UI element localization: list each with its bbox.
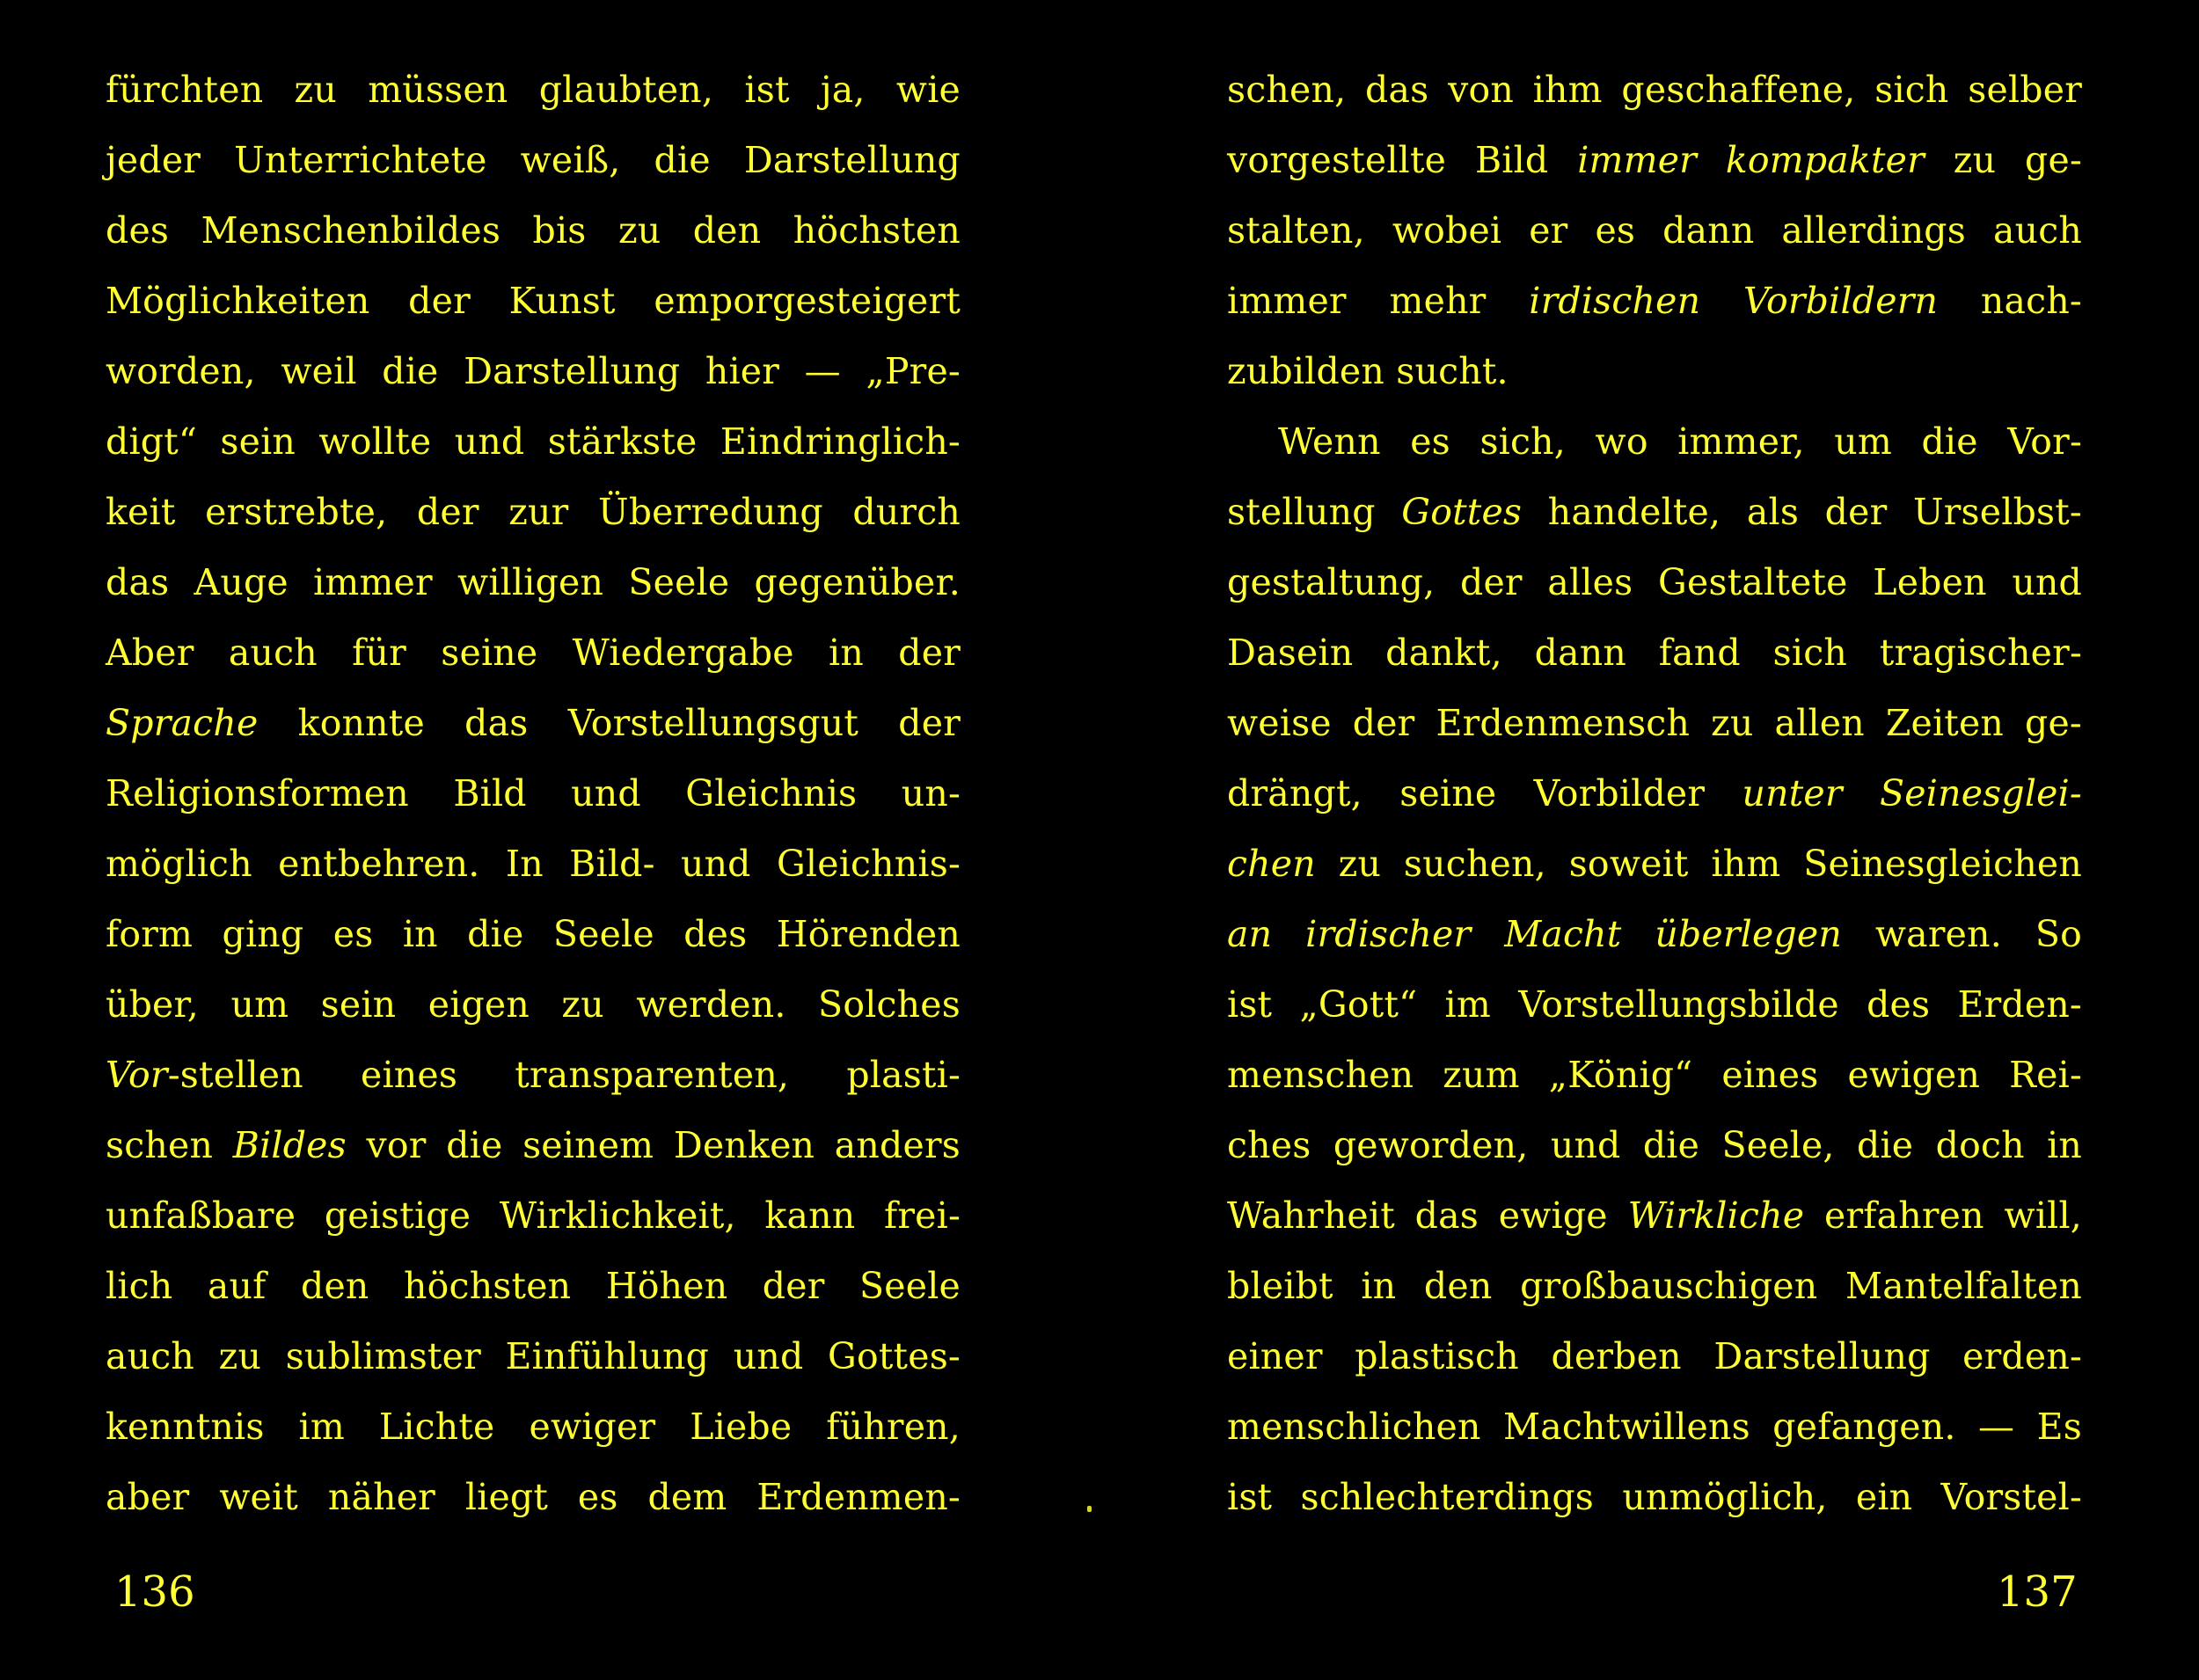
text-segment: nach- (1938, 280, 2082, 322)
text-line (1227, 1321, 2082, 1391)
text-line (106, 266, 961, 336)
italic-segment: irdischen Vorbildern (1529, 280, 1939, 322)
text-segment: menschlichen Machtwillens gefangen. — Es (1227, 1406, 2082, 1448)
italic-segment: Gottes (1401, 491, 1523, 533)
text-segment: zu suchen, soweit ihm Seinesgleichen (1315, 843, 2082, 885)
text-line (1227, 969, 2082, 1040)
text-segment: ist schlechterdings unmöglich, ein Vorstel- (1227, 1476, 2082, 1518)
text-line (106, 1180, 961, 1251)
text-line (1227, 336, 2082, 406)
right-page-number: 137 (1997, 1567, 2078, 1617)
text-segment: aber weit näher liegt es dem Erdenmen- (106, 1476, 961, 1518)
text-line (1227, 1391, 2082, 1462)
text-segment: kenntnis im Lichte ewiger Liebe führen, (106, 1406, 961, 1448)
text-line (1227, 406, 2082, 477)
text-segment: stellung (1227, 491, 1402, 533)
text-segment: vor die seinem Denken anders (346, 1124, 961, 1166)
text-line (1227, 899, 2082, 969)
text-line (106, 125, 961, 195)
text-line (1227, 1251, 2082, 1321)
text-segment: schen (106, 1124, 233, 1166)
italic-segment: immer kompakter (1577, 139, 1925, 181)
text-segment: auch zu sublimster Einfühlung und Gottes- (106, 1335, 961, 1377)
italic-segment: Bildes (232, 1124, 347, 1166)
text-segment: Dasein dankt, dann fand sich tragischer- (1227, 632, 2082, 674)
text-segment: -stellen eines transparenten, plasti- (167, 1054, 961, 1096)
text-segment: menschen zum „König“ eines ewigen Rei- (1227, 1054, 2082, 1096)
text-segment: bleibt in den großbauschigen Mantelfalten (1227, 1265, 2082, 1307)
text-segment: fürchten zu müssen glaubten, ist ja, wie (106, 69, 961, 111)
text-line (1227, 477, 2082, 547)
text-line (106, 617, 961, 688)
text-segment: des Menschenbildes bis zu den höchsten (106, 209, 961, 252)
text-line (106, 899, 961, 969)
text-segment: Möglichkeiten der Kunst emporgesteigert (106, 280, 961, 322)
text-segment: einer plastisch derben Darstellung erden- (1227, 1335, 2082, 1377)
gutter-speck (1087, 1506, 1092, 1512)
text-line (106, 1040, 961, 1110)
text-line (1227, 758, 2082, 829)
text-line (106, 336, 961, 406)
text-line (106, 758, 961, 829)
text-segment: stalten, wobei er es dann allerdings auch (1227, 209, 2082, 252)
text-segment: weise der Erdenmensch zu allen Zeiten ge- (1227, 702, 2082, 744)
text-line (1227, 617, 2082, 688)
text-line (106, 477, 961, 547)
text-segment: form ging es in die Seele des Hörenden (106, 913, 961, 955)
text-segment: jeder Unterrichtete weiß, die Darstellung (106, 139, 961, 181)
italic-segment: Vor (106, 1054, 168, 1096)
text-line (106, 969, 961, 1040)
text-segment: handelte, als der Urselbst- (1522, 491, 2082, 533)
italic-segment: unter Seinesglei- (1742, 772, 2082, 814)
text-line (106, 1321, 961, 1391)
text-segment: möglich entbehren. In Bild- und Gleichnis- (106, 843, 961, 885)
text-line (1227, 688, 2082, 758)
text-line (106, 406, 961, 477)
text-segment: lich auf den höchsten Höhen der Seele (106, 1265, 961, 1307)
italic-segment: Wirkliche (1627, 1194, 1805, 1237)
text-segment: ches geworden, und die Seele, die doch in (1227, 1124, 2082, 1166)
text-line (106, 547, 961, 617)
text-line (1227, 1040, 2082, 1110)
text-segment: das Auge immer willigen Seele gegenüber. (106, 561, 961, 603)
text-line (1227, 195, 2082, 266)
text-line (106, 55, 961, 125)
text-segment: immer mehr (1227, 280, 1530, 322)
italic-segment: chen (1227, 843, 1316, 885)
left-page-number: 136 (114, 1567, 195, 1617)
text-line (106, 1391, 961, 1462)
text-segment: Wahrheit das ewige (1227, 1194, 1628, 1237)
italic-segment: Sprache (106, 702, 259, 744)
text-line (1227, 1110, 2082, 1180)
text-line (106, 1462, 961, 1532)
text-segment: Wenn es sich, wo immer, um die Vor- (1278, 420, 2082, 463)
text-segment: schen, das von ihm geschaffene, sich selber (1227, 69, 2082, 111)
text-segment: zubilden sucht. (1227, 350, 1509, 392)
text-segment: drängt, seine Vorbilder (1227, 772, 1742, 814)
text-line (106, 688, 961, 758)
text-segment: digt“ sein wollte und stärkste Eindringlich- (106, 420, 961, 463)
text-line (1227, 125, 2082, 195)
text-segment: unfaßbare geistige Wirklichkeit, kann frei- (106, 1194, 961, 1237)
text-line (106, 1251, 961, 1321)
text-segment: vorgestellte Bild (1227, 139, 1578, 181)
right-page-text (1227, 55, 2082, 1532)
text-line (1227, 1180, 2082, 1251)
text-segment: waren. So (1841, 913, 2082, 955)
text-line (1227, 266, 2082, 336)
text-segment: ist „Gott“ im Vorstellungsbilde des Erden- (1227, 983, 2082, 1026)
text-line (106, 1110, 961, 1180)
text-line (1227, 1462, 2082, 1532)
text-line (106, 195, 961, 266)
text-line (106, 829, 961, 899)
text-segment: zu ge- (1924, 139, 2082, 181)
text-segment: worden, weil die Darstellung hier — „Pre- (106, 350, 961, 392)
text-line (1227, 829, 2082, 899)
text-segment: über, um sein eigen zu werden. Solches (106, 983, 961, 1026)
text-segment: Aber auch für seine Wiedergabe in der (106, 632, 961, 674)
text-segment: keit erstrebte, der zur Überredung durch (106, 491, 961, 533)
text-segment: konnte das Vorstellungsgut der (258, 702, 961, 744)
text-segment: erfahren will, (1804, 1194, 2082, 1237)
text-segment: Religionsformen Bild und Gleichnis un- (106, 772, 961, 814)
text-line (1227, 547, 2082, 617)
italic-segment: an irdischer Macht überlegen (1227, 913, 1842, 955)
left-page-text (106, 55, 961, 1532)
text-segment: gestaltung, der alles Gestaltete Leben und (1227, 561, 2082, 603)
text-line (1227, 55, 2082, 125)
